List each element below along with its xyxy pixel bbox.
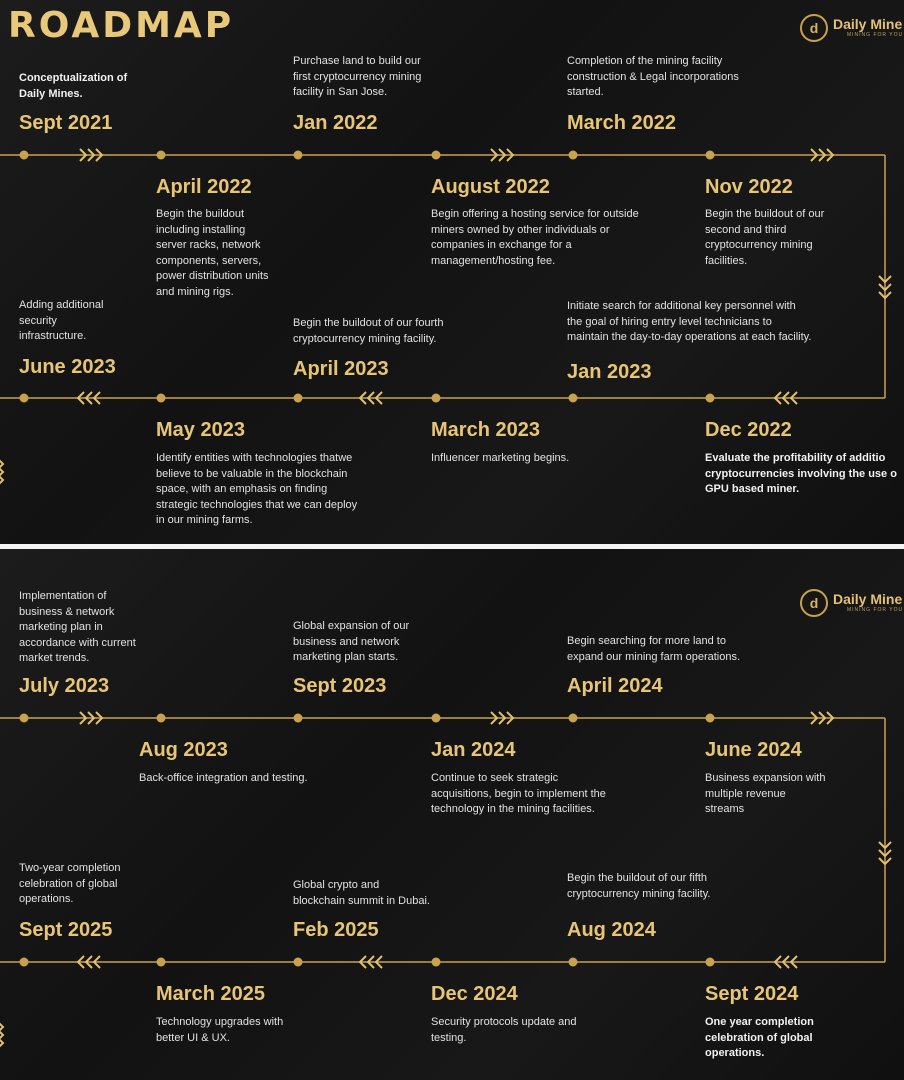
milestone-date: March 2025 (156, 983, 265, 1005)
milestone-description: Initiate search for additional key personnel with the goal of hiring entry level technicians to maintain the day-to-day operations at each facility. (567, 300, 812, 344)
milestone-date: August 2022 (431, 176, 550, 198)
milestone-description: Adding additional security infrastructure. (19, 299, 104, 343)
milestone-description: Begin the buildout of our second and third cryptocurrency mining facilities. (705, 208, 825, 267)
logo-mark-icon: d (800, 14, 828, 42)
milestone-description: One year completion celebration of global operations. (705, 1016, 814, 1060)
milestone-description: Influencer marketing begins. (431, 452, 570, 464)
milestone-description: Evaluate the profitability of additio cryptocurrencies involving the use o GPU based miner. (705, 452, 897, 496)
page-title: ROADMAP (8, 5, 235, 46)
milestone-description: Begin the buildout including installing server racks, network components, servers, power distribution units and mining rigs. (156, 208, 269, 298)
logo-mark-icon: d (800, 589, 828, 617)
logo-name: Daily Mine (833, 16, 903, 32)
milestone-description: Security protocols update and testing. (431, 1016, 577, 1044)
milestone-date: March 2023 (431, 419, 540, 441)
milestone-description: Global crypto and blockchain summit in Dubai. (293, 879, 430, 907)
milestone-description: Identify entities with technologies thatwe believe to be valuable in the blockchain space, with an emphasis on finding strategic technologies that we can deploy in our mining farms. (156, 452, 358, 527)
milestone-description: Two-year completion celebration of global operations. (19, 862, 121, 906)
roadmap-panel-bottom (0, 549, 904, 1080)
milestone-date: Feb 2025 (293, 919, 379, 941)
milestone-date: July 2023 (19, 675, 110, 697)
milestone-date: March 2022 (567, 112, 676, 134)
logo-tagline: MINING FOR YOU (847, 607, 904, 613)
milestone-description: Conceptualization of Daily Mines. (19, 72, 128, 100)
milestone-date: Dec 2024 (431, 983, 518, 1005)
milestone-description: Continue to seek strategic acquisitions, begin to implement the technology in the mining facilities. (431, 772, 606, 816)
milestone-date: June 2023 (19, 356, 116, 378)
milestone-description: Begin searching for more land to expand our mining farm operations. (567, 635, 741, 663)
milestone-date: Jan 2024 (431, 739, 516, 761)
milestone-date: Sept 2025 (19, 919, 113, 941)
milestone-description: Global expansion of our business and network marketing plan starts. (293, 620, 410, 664)
logo-name: Daily Mine (833, 591, 903, 607)
milestone-date: April 2023 (293, 358, 389, 380)
milestone-date: May 2023 (156, 419, 245, 441)
milestone-date: Sept 2023 (293, 675, 387, 697)
milestone-description: Begin the buildout of our fourth cryptocurrency mining facility. (293, 317, 444, 345)
milestone-date: Jan 2023 (567, 361, 652, 383)
milestone-date: Nov 2022 (705, 176, 793, 198)
milestone-description: Technology upgrades with better UI & UX. (156, 1016, 284, 1044)
milestone-date: April 2022 (156, 176, 252, 198)
milestone-date: Sept 2021 (19, 112, 113, 134)
milestone-description: Back-office integration and testing. (139, 772, 308, 784)
milestone-date: Sept 2024 (705, 983, 799, 1005)
milestone-description: Begin the buildout of our fifth cryptocurrency mining facility. (567, 872, 711, 900)
milestone-date: Aug 2024 (567, 919, 656, 941)
milestone-date: Dec 2022 (705, 419, 792, 441)
milestone-description: Completion of the mining facility construction & Legal incorporations started. (567, 55, 739, 99)
milestone-description: Implementation of business & network marketing plan in accordance with current market trends. (19, 590, 136, 665)
milestone-date: April 2024 (567, 675, 663, 697)
milestone-date: June 2024 (705, 739, 802, 761)
milestone-description: Business expansion with multiple revenue streams (705, 772, 826, 816)
logo-tagline: MINING FOR YOU (847, 32, 904, 38)
milestone-date: Jan 2022 (293, 112, 378, 134)
milestone-description: Purchase land to build our first cryptocurrency mining facility in San Jose. (293, 55, 422, 99)
milestone-description: Begin offering a hosting service for outside miners owned by other individuals or companies in exchange for a management/hosting fee. (431, 208, 639, 267)
milestone-date: Aug 2023 (139, 739, 228, 761)
